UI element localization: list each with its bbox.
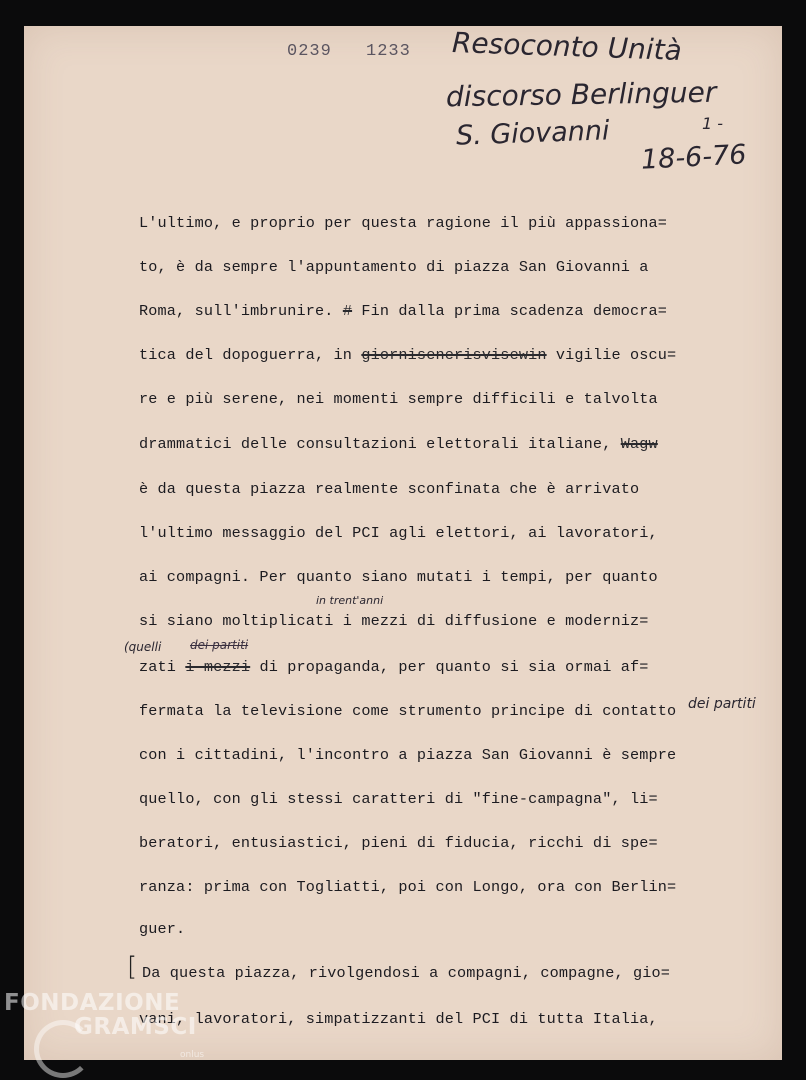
handwritten-heading-1: Resoconto Unità [451, 25, 683, 68]
text-line-12: fermata la televisione come strumento principe di contatto [139, 702, 677, 720]
text-line-6 [139, 435, 658, 453]
handwritten-insert-above: in trent'anni [316, 594, 384, 607]
text-line-18: Da questa piazza, rivolgendosi a compagni, compagne, gio= [142, 964, 671, 982]
handwritten-bracket: [ [127, 952, 138, 982]
text-line-15: beratori, entusiastici, pieni di fiducia, ricchi di spe= [139, 834, 658, 852]
text-segment: zati [139, 658, 177, 676]
handwritten-heading-3: S. Giovanni [455, 115, 610, 152]
text-line-3 [139, 302, 667, 320]
text-segment: Fin dalla prima scadenza democra= [361, 302, 668, 320]
typewritten-page [24, 26, 782, 1060]
struck-text: i mezzi [185, 658, 251, 676]
text-line-7: è da questa piazza realmente sconfinata che è arrivato [139, 480, 640, 498]
handwritten-insert-left: (quelli [124, 640, 162, 654]
text-segment: vigilie oscu= [555, 346, 677, 364]
text-line-14: quello, con gli stessi caratteri di "fine-campagna", li= [139, 790, 658, 808]
text-line-1: L'ultimo, e proprio per questa ragione il più appassiona= [139, 214, 668, 232]
text-line-19: vani, lavoratori, simpatizzanti del PCI di tutta Italia, [139, 1010, 658, 1028]
archive-stamp-right: 1233 [366, 42, 411, 61]
text-line-8: l'ultimo messaggio del PCI agli elettori, ai lavoratori, [139, 524, 658, 542]
handwritten-scribble: dei partiti [190, 638, 249, 652]
watermark-line-2: GRAMSCI [74, 1014, 197, 1040]
archive-stamp-left: 0239 [287, 42, 332, 61]
handwritten-margin-note: dei partiti [688, 696, 756, 712]
handwritten-heading-2: discorso Berlinguer [445, 75, 717, 114]
watermark-logo-ring [34, 1020, 92, 1078]
text-segment: drammatici delle consultazioni elettorali italiane, [139, 435, 612, 453]
struck-text: giornisenerisvisewin [361, 346, 547, 364]
text-segment: Roma, sull'imbrunire. [139, 302, 334, 320]
text-segment: di propaganda, per quanto si sia ormai af= [259, 658, 649, 676]
text-line-11 [139, 658, 649, 676]
text-line-9: ai compagni. Per quanto siano mutati i tempi, per quanto [139, 568, 658, 586]
text-line-17: guer. [139, 920, 186, 938]
foundation-watermark [4, 990, 205, 1060]
struck-text: Wagw [620, 435, 658, 453]
text-line-13: con i cittadini, l'incontro a piazza San Giovanni è sempre [139, 746, 677, 764]
struck-text: # [342, 302, 353, 320]
watermark-line-1: FONDAZIONE [4, 990, 181, 1016]
handwritten-page-number: 1 - [702, 114, 724, 133]
watermark-line-3: onlus [180, 1050, 205, 1060]
text-line-5: re e più serene, nei momenti sempre difficili e talvolta [139, 390, 658, 408]
handwritten-date: 18-6-76 [640, 139, 748, 176]
text-segment: tica del dopoguerra, in [139, 346, 353, 364]
text-line-16: ranza: prima con Togliatti, poi con Longo, ora con Berlin= [139, 878, 677, 896]
text-line-10: si siano moltiplicati i mezzi di diffusione e moderniz= [139, 612, 649, 630]
text-line-4 [139, 346, 676, 364]
text-line-2: to, è da sempre l'appuntamento di piazza San Giovanni a [139, 258, 649, 276]
